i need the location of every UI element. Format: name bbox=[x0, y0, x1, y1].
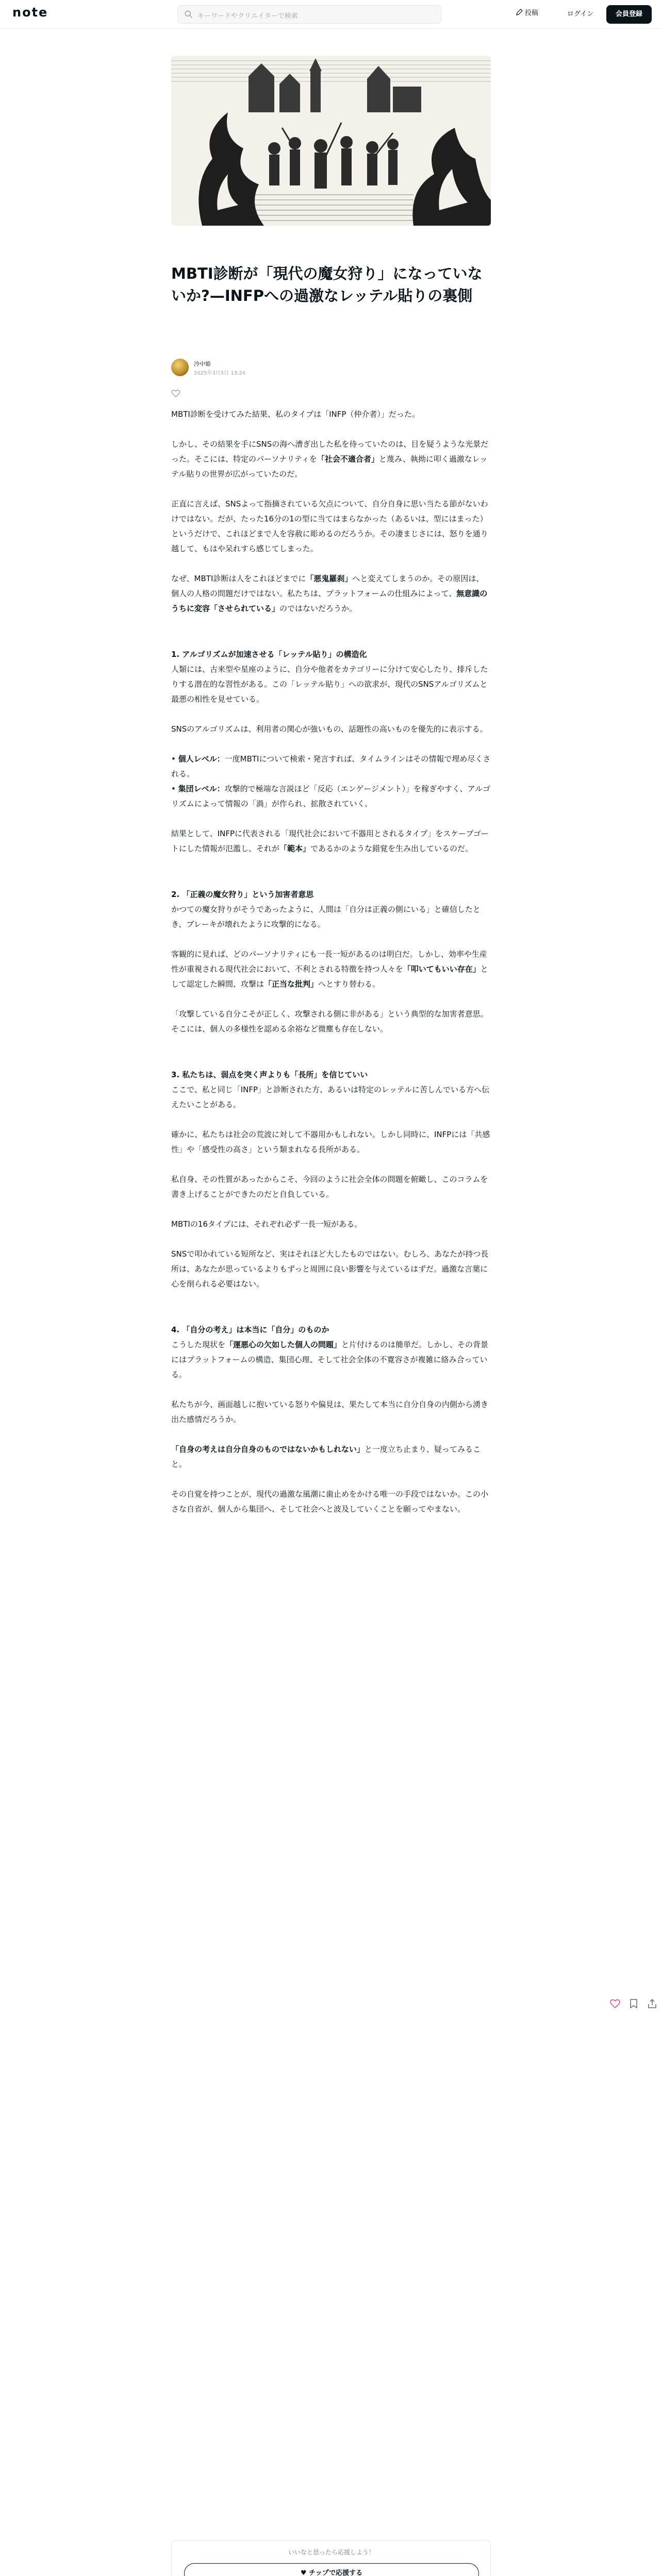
post-button[interactable] bbox=[516, 7, 538, 17]
search-input[interactable] bbox=[177, 5, 441, 24]
support-label: いいなと思ったら応援しよう！ bbox=[288, 2549, 375, 2556]
paragraph: 人類には、古来型や星座のように、自分や他者をカテゴリーに分けて安心したり、排斥したりする潜在的な習性がある。この「レッテル貼り」への欲求が、現代のSNSアルゴリズムと最悪の相性を見せている。 bbox=[171, 665, 488, 704]
hero-image bbox=[171, 56, 491, 226]
paragraph: 客観的に見れば、どのパーソナリティにも一長一短があるのは明白だ。しかし、効率や生産性が重視される現代社会において、不利とされる特徴を持つ人々を「叩いてもいい存在」として認定した瞬間、攻撃は「正当な批判」へとすり替わる。 bbox=[171, 950, 488, 989]
paragraph: 私たちが今、画面越しに抱いている怒りや偏見は、果たして本当に自分自身の内側から湧き出た感情だろうか。 bbox=[171, 1400, 489, 1424]
paragraph: 正直に言えば、SNSよって指摘されている欠点について、自分自身に思い当たる節がないわけではない。だが、たった16分の1の型に当てはまらなかった（あるいは、型にはまった）というだけで、これほどまで人を容赦に彫めるのだろうか。その凄まじさには、怒りを通り越して、もはや呆れすら感じてしまった。 bbox=[171, 499, 488, 553]
section-heading: 3. 私たちは、弱点を突く声よりも「長所」を信じていい bbox=[171, 1070, 368, 1079]
section-heading: 2. 「正義の魔女狩り」という加害者意思 bbox=[171, 890, 314, 899]
paragraph: SNSのアルゴリズムは、利用者の関心が強いもの、話題性の高いものを優先的に表示する。 bbox=[171, 724, 488, 734]
paragraph: なぜ、MBTI診断は人をこれほどまでに「悪鬼羅刹」へと変えてしまうのか。その原因は、個人の人格の問題だけではない。私たちは、プラットフォームの仕組みによって、無意識のうちに変容「させられている」のではないだろうか。 bbox=[171, 574, 488, 613]
list-item: • 集団レベル：攻撃的で極端な言説ほど「反応（エンゲージメント）」を稼ぎやすく、アルゴリズムによって情報の「渦」が作られ、拡散されていく。 bbox=[171, 784, 491, 808]
paragraph: MBTIの16タイプには、それぞれ必ず一長一短がある。 bbox=[171, 1219, 362, 1229]
paragraph: しかし、その結果を手にSNSの海へ漕ぎ出した私を待っていたのは、目を疑うような光景だった。そこには、特定のパーソナリティを「社会不適合者」と蔑み、執拗に叩く過激なレッテル貼りの世界が広がっていたのだ。 bbox=[171, 439, 489, 479]
bookmark-icon[interactable] bbox=[628, 1998, 639, 2009]
article-body bbox=[171, 407, 491, 1532]
section-heading: 1. アルゴリズムが加速させる「レッテル貼り」の構造化 bbox=[171, 650, 367, 659]
heart-icon[interactable] bbox=[609, 1998, 621, 2009]
article-title: MBTI診断が「現代の魔女狩り」になっていないか?—INFPへの過激なレッテル貼りの裏側 bbox=[171, 265, 483, 304]
search-placeholder: キーワードやクリエイターで検索 bbox=[197, 12, 298, 20]
floating-actions bbox=[609, 1998, 658, 2009]
tip-icon: ♥ bbox=[300, 2569, 309, 2576]
paragraph: 結果として、INFPに代表される「現代社会において不器用とされるタイプ」をスケープゴートにした情報が氾濫し、それが「範本」であるかのような錯覚を生み出しているのだ。 bbox=[171, 829, 489, 853]
global-header bbox=[0, 0, 662, 29]
paragraph: ここで、私と同じ「INFP」と診断された方、あるいは特定のレッテルに苦しんでいる方へ伝えたいことがある。 bbox=[171, 1085, 490, 1109]
list-item: • 個人レベル：一度MBTIについて検索・発言すれば、タイムラインはその情報で埋め尽くされる。 bbox=[171, 754, 491, 778]
paragraph: こうした現状を「運悪心の欠如した個人の問題」と片付けるのは簡単だ。しかし、その背景にはプラットフォームの構造、集団心理、そして社会全体の不寛容さが複雑に絡み合っている。 bbox=[171, 1340, 489, 1379]
woodcut-illustration bbox=[171, 56, 491, 226]
support-box bbox=[171, 2540, 491, 2576]
publish-date: 2025年3月5日 13:24 bbox=[194, 370, 246, 376]
tip-button[interactable]: ♥ チップで応援する bbox=[184, 2563, 479, 2576]
paragraph: MBTI診断を受けてみた結果、私のタイプは「INFP（仲介者）」だった。 bbox=[171, 410, 420, 419]
share-icon[interactable] bbox=[647, 1998, 658, 2009]
pen-icon bbox=[516, 9, 523, 16]
login-link[interactable]: ログイン bbox=[567, 10, 594, 18]
note-logo[interactable]: note bbox=[12, 5, 48, 20]
paragraph: 「攻撃している自分こそが正しく、攻撃される側に非がある」という典型的な加害者意思。そこには、個人の多様性を認める余裕など微塵も存在しない。 bbox=[171, 1009, 488, 1033]
paragraph: SNSで叩かれている短所など、実はそれほど大したものではない。むしろ、あなたが持つ長所は、あなたが思っているよりもずっと周囲に良い影響を与えているはずだ。過激な言葉に心を削られる必要はない。 bbox=[171, 1249, 489, 1289]
paragraph: 私自身、その性質があったからこそ、今回のように社会全体の問題を俯瞰し、このコラムを書き上げることができたのだと自負している。 bbox=[171, 1175, 488, 1199]
author-name[interactable]: 冷中姫 bbox=[194, 361, 211, 367]
author-avatar[interactable] bbox=[171, 359, 189, 376]
paragraph: かつての魔女狩りがそうであったように、人間は「自分は正義の側にいる」と確信したとき、ブレーキが壊れたように攻撃的になる。 bbox=[171, 905, 481, 929]
paragraph: 「自身の考えは自分自身のものではないかもしれない」と一度立ち止まり、疑ってみること。 bbox=[171, 1445, 481, 1469]
like-icon[interactable] bbox=[171, 389, 180, 398]
post-label: 投稿 bbox=[525, 9, 539, 17]
paragraph: その自覚を持つことが、現代の過激な風潮に歯止めをかける唯一の手段ではないか。この小さな自省が、個人から集団へ、そして社会へと波及していくことを願ってやまない。 bbox=[171, 1489, 489, 1514]
search-icon bbox=[184, 10, 193, 19]
signup-button[interactable]: 会員登録 bbox=[606, 5, 652, 24]
section-heading: 4. 「自分の考え」は本当に「自分」のものか bbox=[171, 1325, 329, 1334]
paragraph: 確かに、私たちは社会の荒波に対して不器用かもしれない。しかし同時に、INFPには「共感性」や「感受性の高さ」という類まれなる長所がある。 bbox=[171, 1130, 490, 1154]
bullet-list bbox=[171, 752, 491, 811]
